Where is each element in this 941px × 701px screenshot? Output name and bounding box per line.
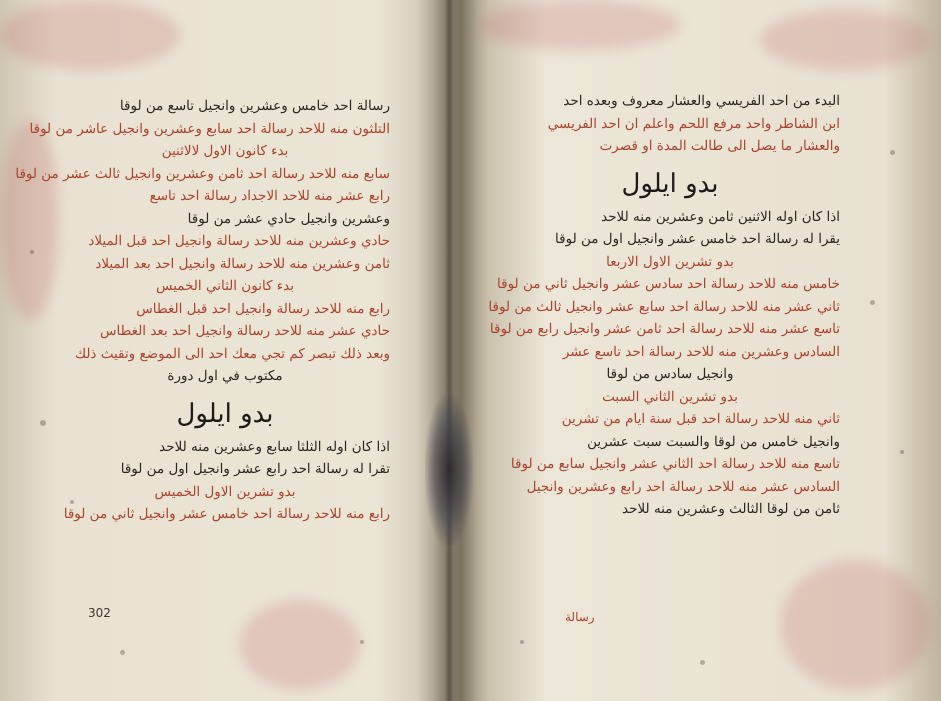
speck: [360, 640, 364, 644]
text-line-rubric: رابع عشر منه للاحد الاجداد رسالة احد تاسع: [149, 188, 390, 204]
month-rubric: بدء كانون الاول لالاثنين: [161, 143, 289, 159]
text-line-rubric: سابع منه للاحد رسالة احد ثامن وعشرين وانجيل ثالث عشر من لوقا: [15, 165, 390, 182]
text-line-rubric: ثاني عشر منه للاحد رسالة احد سابع عشر وانجيل ثالث من لوقا: [488, 298, 840, 315]
left-page: [15, 95, 390, 526]
text-line: وانجيل خامس من لوقا والسبت سبت عشرين: [587, 433, 840, 450]
catchword: رسالة: [565, 610, 595, 624]
text-line: مكتوب في اول دورة: [167, 368, 283, 384]
month-rubric: بدء كانون الثاني الخميس: [156, 278, 294, 294]
month-rubric: بدو تشرين الاول الخميس: [154, 483, 296, 500]
speck: [700, 660, 705, 665]
book-gutter: [418, 0, 478, 701]
text-line-rubric: حادي وعشرين منه للاحد رسالة وانجيل احد قبل الميلاد: [88, 233, 390, 249]
text-line-rubric: وبعد ذلك تبصر كم تجي معك احد الى الموضع وتقيث ذلك: [74, 345, 390, 362]
stain: [760, 10, 930, 70]
text-line-rubric: رابع منه للاحد رسالة وانجيل احد قبل الغطاس: [136, 300, 390, 317]
speck: [520, 640, 524, 644]
text-line-rubric: خامس منه للاحد رسالة احد سادس عشر وانجيل ثاني من لوقا: [497, 276, 840, 292]
section-heading: بدو ايلول: [621, 168, 719, 199]
text-line-rubric: ابن الشاطر واحد مرفع اللحم واعلم ان احد الفريسي: [547, 115, 840, 132]
text-line-rubric: التلثون منه للاحد رسالة احد سابع وعشرين وانجيل عاشر من لوقا: [29, 120, 390, 137]
text-line-rubric: ثامن وعشرين منه للاحد رسالة وانجيل احد بعد الميلاد: [95, 255, 390, 272]
text-line: اذا كان اوله الثلثا سابع وعشرين منه للاحد: [159, 438, 390, 455]
gutter-damage: [425, 395, 473, 545]
folio-number: 302: [88, 606, 111, 620]
speck: [40, 420, 46, 426]
speck: [30, 250, 34, 254]
text-line-rubric: رابع منه للاحد رسالة احد خامس عشر وانجيل ثاني من لوقا: [63, 506, 390, 522]
stain: [780, 560, 930, 690]
text-line: اذا كان اوله الاثنين ثامن وعشرين منه للاحد: [601, 208, 840, 225]
text-line-rubric: ثاني منه للاحد رسالة احد قبل سنة ايام من تشرين: [561, 411, 840, 427]
month-rubric: بدو تشرين الثاني السبت: [602, 388, 738, 405]
text-line: وعشرين وانجيل حادي عشر من لوقا: [187, 210, 390, 227]
text-line: رسالة احد خامس وعشرين وانجيل تاسع من لوقا: [119, 98, 390, 114]
text-line-rubric: تاسع عشر منه للاحد رسالة احد ثامن عشر وانجيل رابع من لوقا: [489, 321, 840, 337]
text-line-rubric: السادس وعشرين منه للاحد رسالة احد تاسع عشر: [562, 343, 840, 360]
speck: [120, 650, 125, 655]
text-line: ثامن من لوقا الثالث وعشرين منه للاحد: [622, 501, 840, 517]
text-line: يقرا له رسالة احد خامس عشر وانجيل اول من لوقا: [555, 231, 840, 247]
text-line-rubric: السادس عشر منه للاحد رسالة احد رابع وعشرين وانجيل: [526, 478, 840, 495]
text-line-rubric: تاسع منه للاحد رسالة احد الثاني عشر وانجيل سابع من لوقا: [510, 456, 840, 472]
stain: [0, 120, 60, 320]
text-line: تقرا له رسالة احد رابع عشر وانجيل اول من لوقا: [120, 461, 390, 477]
section-heading: بدو ايلول: [176, 398, 274, 429]
speck: [900, 450, 904, 454]
stain: [240, 600, 360, 690]
text-line: وانجيل سادس من لوقا: [606, 366, 734, 382]
text-line: البدء من احد الفريسي والعشار معروف وبعده احد: [563, 93, 840, 109]
speck: [870, 300, 875, 305]
text-line-rubric: حادي عشر منه للاحد رسالة وانجيل احد بعد الغطاس: [100, 323, 390, 339]
speck: [890, 150, 895, 155]
month-rubric: بدو تشرين الاول الاربعا: [606, 253, 734, 270]
right-page: [488, 90, 840, 521]
stain: [0, 0, 180, 70]
text-line-rubric: والعشار ما يصل الى طالت المدة او قصرت: [599, 138, 840, 154]
stain: [480, 0, 680, 50]
